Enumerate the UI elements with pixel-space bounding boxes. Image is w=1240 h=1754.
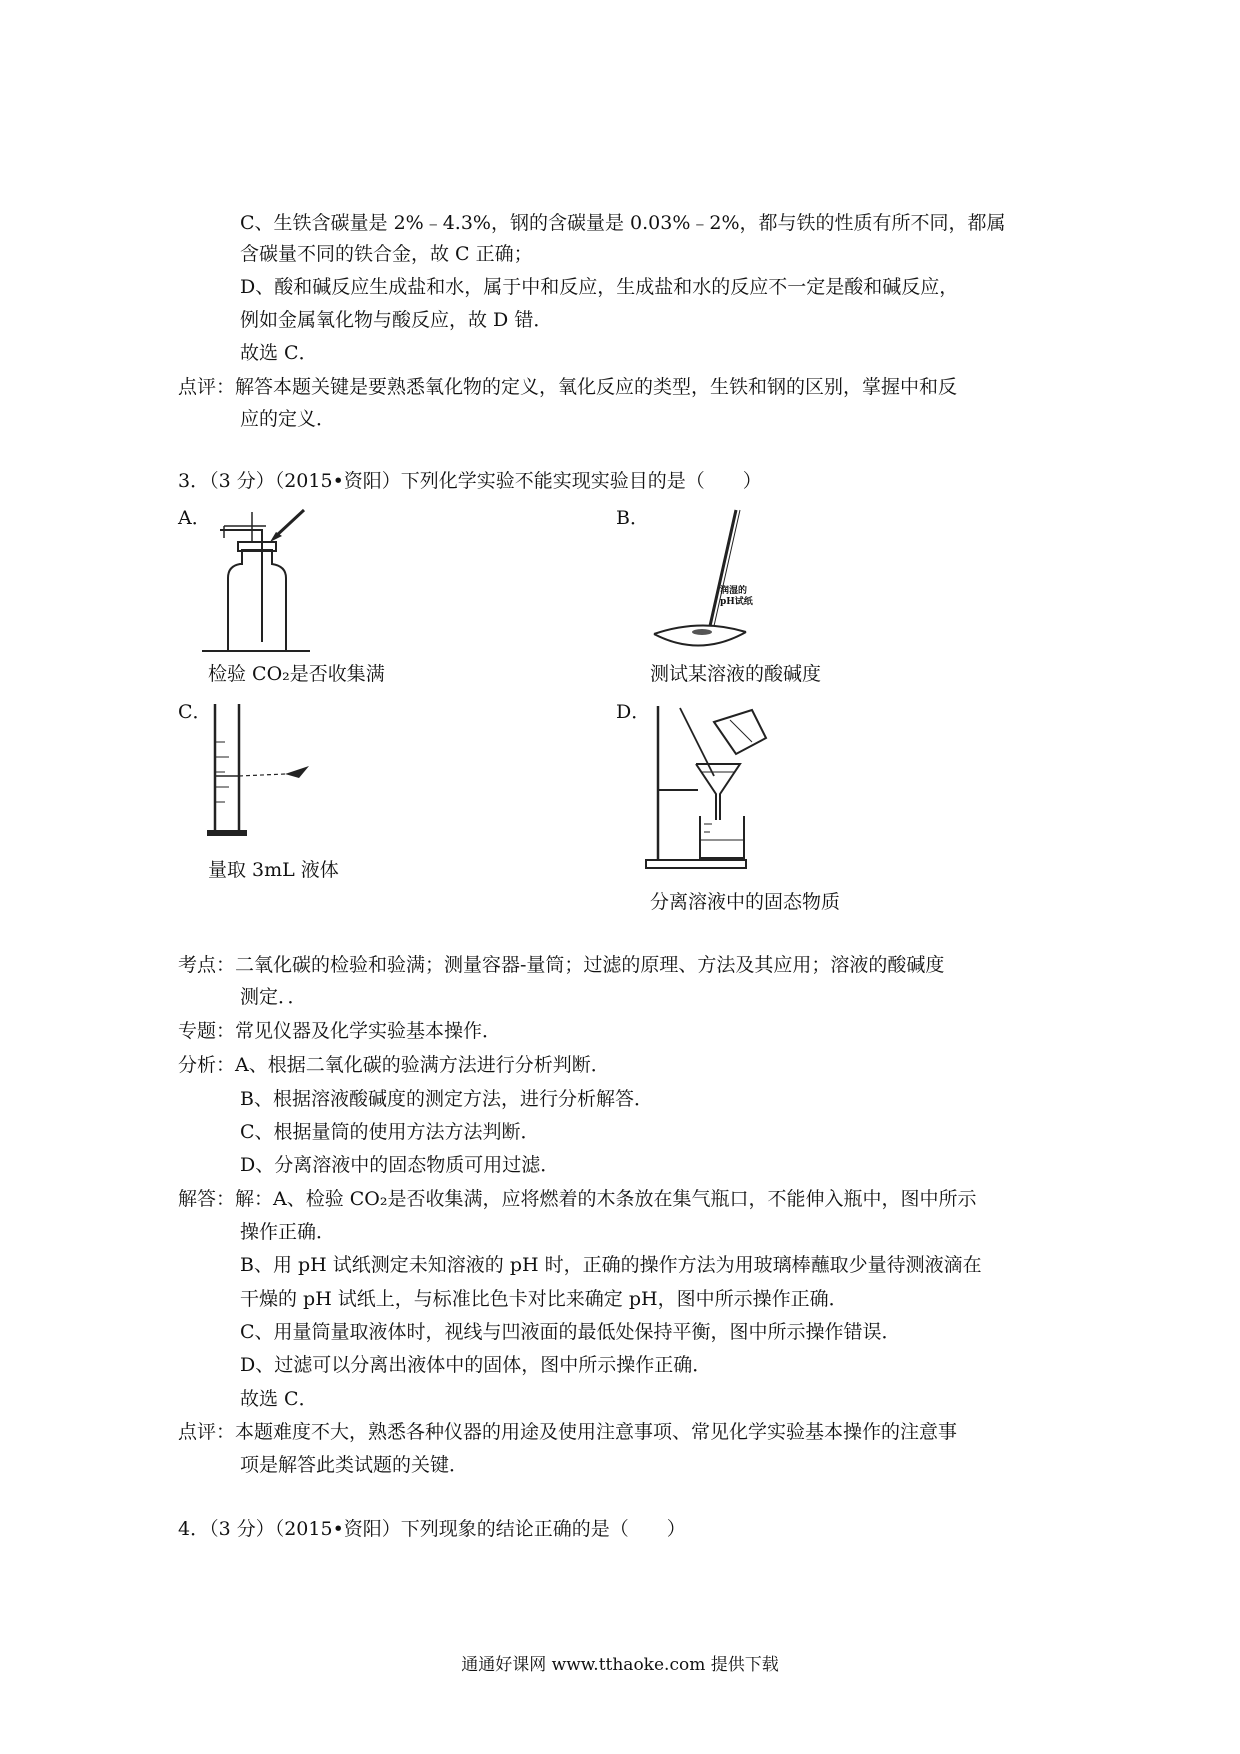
q3-stem: 3．（3 分）（2015•资阳）下列化学实验不能实现实验目的是（ ） [178,470,762,492]
q3-jieda-line6: D、过滤可以分离出液体中的固体，图中所示操作正确． [240,1354,712,1376]
q3-jieda-line3: B、用 pH 试纸测定未知溶液的 pH 时，正确的操作方法为用玻璃棒蘸取少量待测液滴在 [240,1254,982,1276]
q2-option-c-line1: C、生铁含碳量是 2%﹣4.3%，钢的含碳量是 0.03%﹣2%，都与铁的性质有所不同，都属 [240,212,1006,234]
q2-option-d-line2: 例如金属氧化物与酸反应，故 D 错． [240,309,553,331]
q3-jieda-line5: C、用量筒量取液体时，视线与凹液面的最低处保持平衡，图中所示操作错误． [240,1321,901,1343]
ph-test-figure [650,508,770,658]
q3-jieda-line1: 解答：解：A、检验 CO₂是否收集满，应将燃着的木条放在集气瓶口，不能伸入瓶中，图中所示 [178,1188,977,1210]
q3-kaodian-line1: 考点：二氧化碳的检验和验满；测量容器-量筒；过滤的原理、方法及其应用；溶液的酸碱度 [178,954,945,976]
q3-option-c-letter: C． [178,701,212,723]
q2-option-d-line1: D、酸和碱反应生成盐和水，属于中和反应，生成盐和水的反应不一定是酸和碱反应， [240,276,959,298]
q3-fenxi-line4: D、分离溶液中的固态物质可用过滤． [240,1154,560,1176]
q3-fenxi-line2: B、根据溶液酸碱度的测定方法，进行分析解答． [240,1088,653,1110]
q2-comment-line1: 点评：解答本题关键是要熟悉氧化物的定义，氧化反应的类型，生铁和钢的区别，掌握中和反 [178,376,958,398]
filtration-figure [640,702,780,872]
q3-jieda-line2: 操作正确． [240,1221,336,1243]
gas-bottle-figure [200,508,320,658]
q3-dianping-line1: 点评：本题难度不大，熟悉各种仪器的用途及使用注意事项、常见化学实验基本操作的注意事 [178,1421,958,1443]
q3-jieda-line4: 干燥的 pH 试纸上，与标准比色卡对比来确定 pH，图中所示操作正确． [240,1288,848,1310]
q3-option-c-caption: 量取 3mL 液体 [208,859,339,881]
q2-option-c-line2: 含碳量不同的铁合金，故 C 正确； [240,243,533,265]
graduated-cylinder-figure [205,702,325,842]
ph-paper-label-2: pH试纸 [720,597,753,607]
page-footer: 通通好课网 www.tthaoke.com 提供下载 [461,1655,779,1675]
q3-option-a-letter: A． [178,507,211,529]
q3-option-b-caption: 测试某溶液的酸碱度 [650,663,822,685]
q3-fenxi-line1: 分析：A、根据二氧化碳的验满方法进行分析判断． [178,1054,610,1076]
q3-option-a-caption: 检验 CO₂是否收集满 [208,663,385,685]
q2-comment-line2: 应的定义． [240,408,336,430]
q4-stem: 4．（3 分）（2015•资阳）下列现象的结论正确的是（ ） [178,1518,686,1540]
q3-jieda-line7: 故选 C． [240,1388,318,1410]
q3-option-b-letter: B． [616,507,649,529]
q3-fenxi-line3: C、根据量筒的使用方法方法判断． [240,1121,540,1143]
q3-kaodian-line2: 测定．． [240,986,307,1008]
q3-dianping-line2: 项是解答此类试题的关键． [240,1454,469,1476]
q3-zhuanti: 专题：常见仪器及化学实验基本操作． [178,1020,502,1042]
q2-answer: 故选 C． [240,342,318,364]
q3-option-d-caption: 分离溶液中的固态物质 [650,891,841,913]
ph-paper-label-1: 润湿的 [720,586,748,596]
q3-option-d-letter: D． [616,701,651,723]
